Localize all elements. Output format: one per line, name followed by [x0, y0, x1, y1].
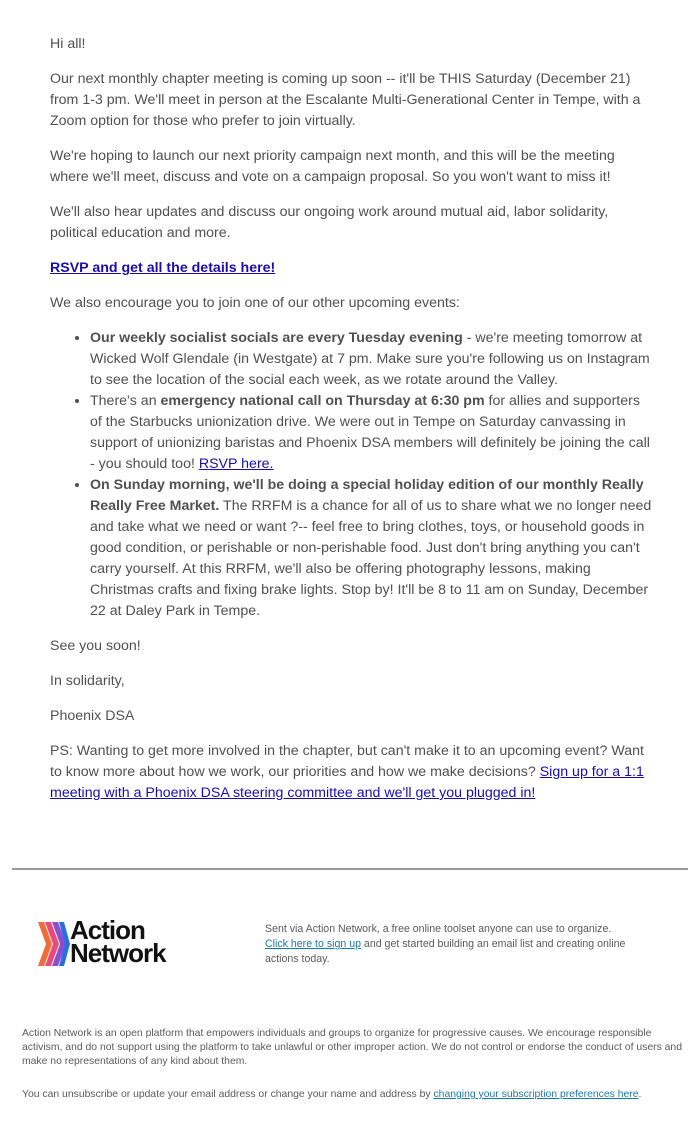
- encourage-paragraph: We also encourage you to join one of our other upcoming events:: [50, 295, 460, 311]
- rsvp-details-link[interactable]: RSVP and get all the details here!: [50, 260, 276, 276]
- event-1-bold: Our weekly socialist socials are every Tuesday evening: [90, 330, 463, 346]
- unsub-text: You can unsubscribe or update your email address or change your name and address by: [22, 1089, 434, 1100]
- event-2-rsvp-link[interactable]: RSVP here.: [198, 456, 274, 472]
- sent-text: Sent via Action Network, a free online toolset anyone can use to organize.: [265, 923, 612, 935]
- updates-paragraph: We'll also hear updates and discuss our ongoing work around mutual aid, labor solidarity, political education and more.: [50, 204, 609, 241]
- list-item: [90, 328, 655, 391]
- disclaimer-text: Action Network is an open platform that empowers individuals and groups to organize for progressive causes. We encourage responsible activism, and do not support using the platform to take unlawful or other improper action. We do not control or endorse the conduct of users and make no representations of any kind about them.: [22, 1028, 682, 1067]
- ps-text: PS: Wanting to get more involved in the chapter, but can't make it to an upcoming event? Want to know more about how we work, our priorities and how we make decisions?: [50, 743, 644, 780]
- logo-line1: Action: [70, 915, 145, 945]
- event-2-pre: There's an: [90, 393, 161, 409]
- event-3-text: The RRFM is a chance for all of us to share what we no longer need and take what we need or want ?-- feel free to bring clothes, toys, or household goods in good condition, or perishable or non-perishable food. Just don't bring anything you can't carry yourself. At this RRFM, we'll also be offering photography lessons, making Christmas crafts and fixing brake lights. Stop by! It'll be 8 to 11 am on Sunday, December 22 at Daley Park in Tempe.: [90, 498, 652, 619]
- signup-rest: and get started building an email list and creating online actions today.: [265, 938, 626, 965]
- action-network-logo[interactable]: [38, 915, 198, 970]
- sent-via-text: [265, 922, 635, 967]
- sign-up-link[interactable]: Click here to sign up: [265, 938, 361, 950]
- list-item: [90, 475, 655, 622]
- logo-line2: Network: [70, 938, 166, 968]
- footer-divider: [12, 868, 688, 870]
- unsubscribe-text: [22, 1088, 682, 1102]
- email-body: [50, 34, 655, 804]
- unsub-end: .: [638, 1089, 642, 1100]
- logo-wordmark: [70, 915, 166, 968]
- events-list: [50, 328, 655, 622]
- event-2-bold: emergency national call on Thursday at 6:30 pm: [160, 393, 485, 409]
- ps-paragraph: [50, 741, 655, 804]
- greeting: Hi all!: [50, 36, 86, 52]
- signature: Phoenix DSA: [50, 708, 135, 724]
- solidarity-text: In solidarity,: [50, 673, 125, 689]
- ps-signup-link[interactable]: Sign up for a 1:1 meeting with a Phoenix DSA steering committee and we'll get you plugged in!: [50, 764, 644, 801]
- see-you-text: See you soon!: [50, 638, 141, 654]
- event-3-bold: On Sunday morning, we'll be doing a special holiday edition of our monthly Really Really Free Market.: [90, 477, 644, 514]
- event-2-text: for allies and supporters of the Starbucks unionization drive. We were out in Tempe on Saturday canvassing in support of unionizing baristas and Phoenix DSA members will definitely be joining the call - you should too!: [90, 393, 650, 472]
- chevrons-logo-icon: [38, 920, 70, 968]
- list-item: [90, 391, 655, 475]
- event-1-text: - we're meeting tomorrow at Wicked Wolf Glendale (in Westgate) at 7 pm. Make sure you're following us on Instagram to see the location of the social each week, as we rotate around the Valley.: [90, 330, 650, 388]
- subscription-preferences-link[interactable]: changing your subscription preferences here: [433, 1089, 639, 1100]
- campaign-paragraph: We're hoping to launch our next priority campaign next month, and this will be the meeting where we'll meet, discuss and vote on a campaign proposal. So you won't want to miss it!: [50, 148, 615, 185]
- intro-paragraph: Our next monthly chapter meeting is coming up soon -- it'll be THIS Saturday (December 21) from 1-3 pm. We'll meet in person at the Escalante Multi-Generational Center in Tempe, with a Zoom option for those who prefer to join virtually.: [50, 71, 641, 129]
